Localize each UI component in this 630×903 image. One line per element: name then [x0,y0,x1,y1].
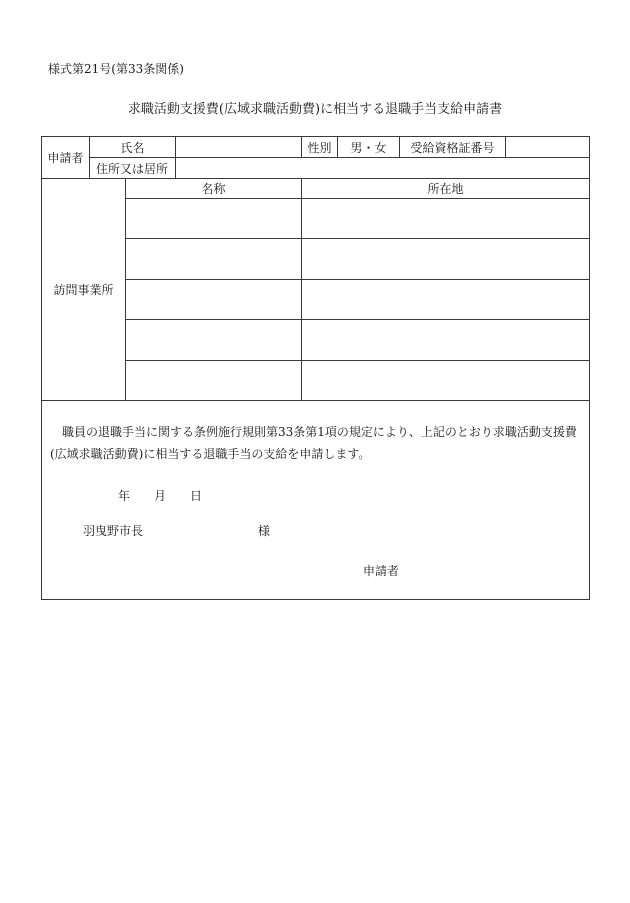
certificate-number-label: 受給資格証番号 [400,137,506,158]
applicant-signature-label: 申請者 [363,564,400,578]
applicant-name-row [42,137,590,158]
office-location-field[interactable] [302,199,590,239]
office-name-field[interactable] [126,199,302,239]
office-location-field[interactable] [302,280,590,320]
name-field[interactable] [176,137,302,158]
office-location-field[interactable] [302,361,590,401]
application-form-table [41,136,590,600]
certificate-number-field[interactable] [506,137,590,158]
office-name-field[interactable] [126,361,302,401]
office-location-field[interactable] [302,320,590,361]
office-name-field[interactable] [126,320,302,361]
address-field[interactable] [176,158,590,179]
declaration-cell [42,401,590,600]
name-label: 氏名 [90,137,176,158]
month-label: 月 [154,489,167,503]
office-location-header: 所在地 [302,179,590,199]
honorific: 様 [258,524,271,538]
applicant-address-row [42,158,590,179]
visits-header-row [42,179,590,199]
gender-options[interactable]: 男・女 [338,137,400,158]
office-name-field[interactable] [126,239,302,280]
visited-offices-label: 訪問事業所 [42,179,126,401]
office-location-field[interactable] [302,239,590,280]
declaration-row [42,401,590,600]
document-title: 求職活動支援費(広域求職活動費)に相当する退職手当支給申請書 [127,102,503,117]
gender-label: 性別 [302,137,338,158]
form-number: 様式第21号(第33条関係) [48,62,184,76]
declaration-text: 職員の退職手当に関する条例施行規則第33条第1項の規定により、上記のとおり求職活動支援費(広域求職活動費)に相当する退職手当の支給を申請します。 [50,425,577,461]
address-label: 住所又は居所 [90,158,176,179]
day-label: 日 [190,489,203,503]
office-name-header: 名称 [126,179,302,199]
office-name-field[interactable] [126,280,302,320]
year-label: 年 [118,489,131,503]
addressee: 羽曳野市長 [83,524,144,538]
applicant-section-label: 申請者 [42,137,90,179]
